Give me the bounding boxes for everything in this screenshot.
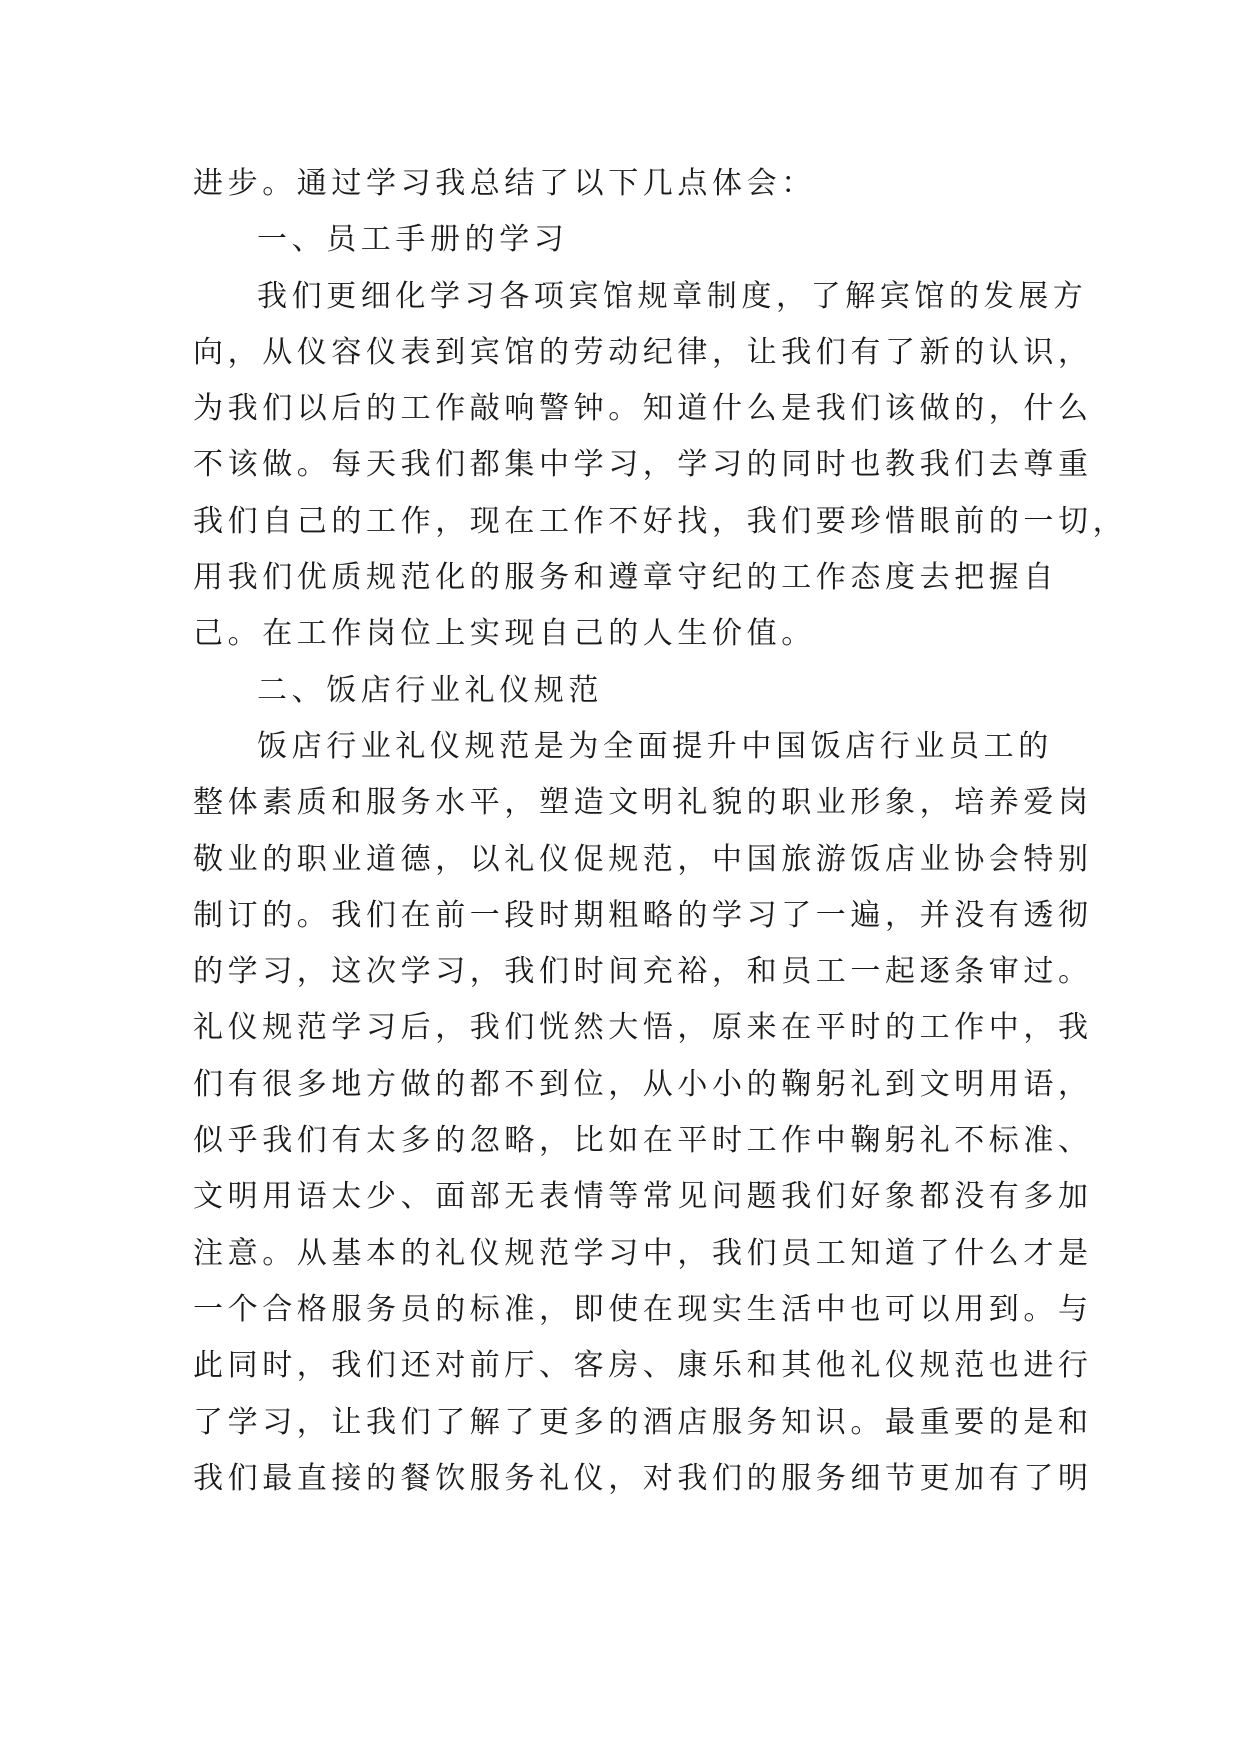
text-line: 的学习，这次学习，我们时间充裕，和员工一起逐条审过。: [193, 954, 1093, 990]
text-line: 不该做。每天我们都集中学习，学习的同时也教我们去尊重: [193, 447, 1093, 483]
text-line: 似乎我们有太多的忽略，比如在平时工作中鞠躬礼不标准、: [193, 1123, 1093, 1159]
text-line: 饭店行业礼仪规范是为全面提升中国饭店行业员工的: [257, 728, 1053, 764]
text-line: 文明用语太少、面部无表情等常见问题我们好象都没有多加: [193, 1179, 1093, 1215]
text-line: 进步。通过学习我总结了以下几点体会：: [193, 166, 816, 201]
text-line: 一个合格服务员的标准，即使在现实生活中也可以用到。与: [193, 1291, 1093, 1327]
text-line: 礼仪规范学习后，我们恍然大悟，原来在平时的工作中，我: [193, 1010, 1093, 1046]
text-line: 用我们优质规范化的服务和遵章守纪的工作态度去把握自: [193, 560, 1058, 596]
section-heading: 二、饭店行业礼仪规范: [257, 672, 603, 708]
text-line: 注意。从基本的礼仪规范学习中，我们员工知道了什么才是: [193, 1235, 1093, 1271]
text-line: 此同时，我们还对前厅、客房、康乐和其他礼仪规范也进行: [193, 1348, 1093, 1384]
text-line: 我们最直接的餐饮服务礼仪，对我们的服务细节更加有了明: [193, 1460, 1093, 1496]
section-heading: 一、员工手册的学习: [257, 222, 569, 258]
text-line: 我们自己的工作，现在工作不好找，我们要珍惜眼前的一切，: [193, 503, 1128, 539]
text-line: 整体素质和服务水平，塑造文明礼貌的职业形象，培养爱岗: [193, 785, 1093, 821]
text-line: 制订的。我们在前一段时期粗略的学习了一遍，并没有透彻: [193, 897, 1093, 933]
text-line: 我们更细化学习各项宾馆规章制度，了解宾馆的发展方: [257, 278, 1088, 314]
text-line: 敬业的职业道德，以礼仪促规范，中国旅游饭店业协会特别: [193, 841, 1093, 877]
text-line: 为我们以后的工作敲响警钟。知道什么是我们该做的，什么: [193, 391, 1093, 427]
text-line: 们有很多地方做的都不到位，从小小的鞠躬礼到文明用语，: [193, 1066, 1093, 1102]
text-line: 己。在工作岗位上实现自己的人生价值。: [193, 616, 816, 652]
body-text: [193, 156, 1128, 1507]
text-line: 了学习，让我们了解了更多的酒店服务知识。最重要的是和: [193, 1404, 1093, 1440]
text-line: 向，从仪容仪表到宾馆的劳动纪律，让我们有了新的认识，: [193, 334, 1093, 370]
